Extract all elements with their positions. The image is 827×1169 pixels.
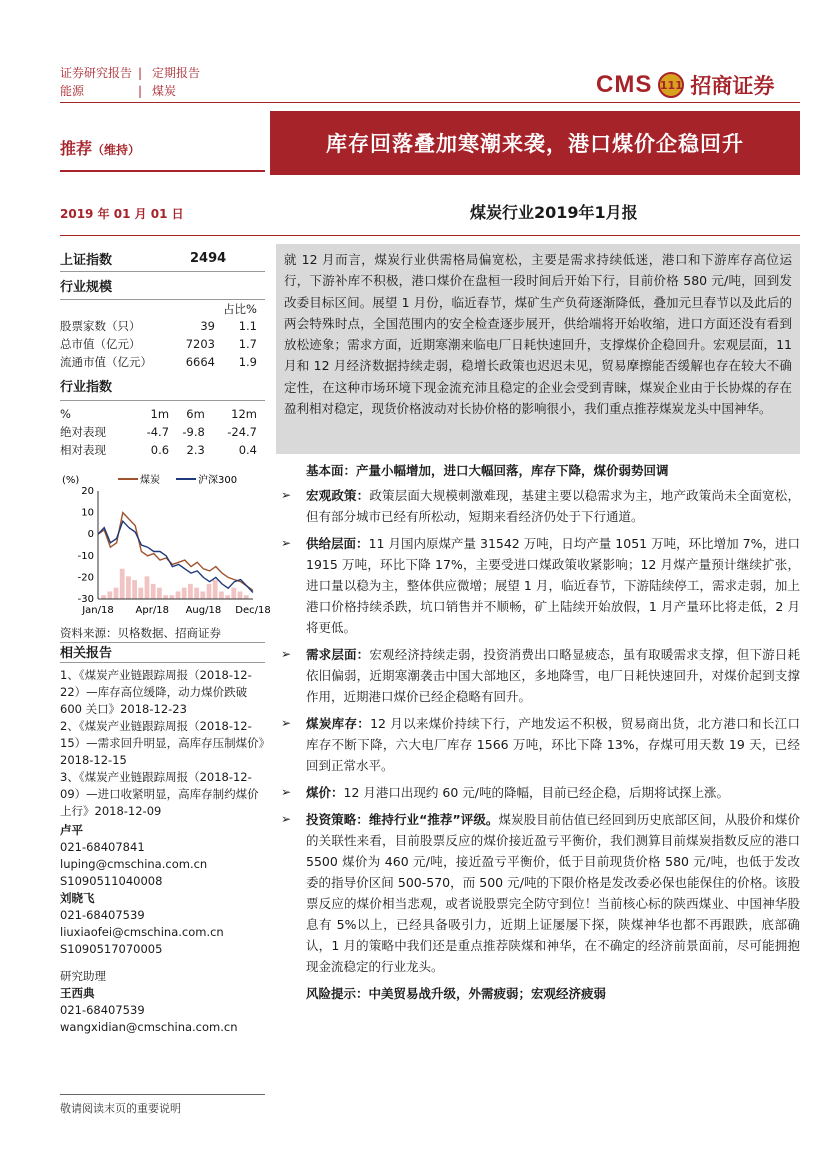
scale-title: 行业规模 — [60, 272, 265, 300]
rating-label: 推荐 — [60, 139, 93, 158]
y-tick-label: -10 — [77, 550, 94, 562]
volume-bar — [213, 580, 218, 599]
report-type: 证券研究报告 — [60, 66, 133, 80]
chart-bars — [101, 569, 248, 599]
rating — [60, 136, 140, 159]
perf-value: 0.6 — [150, 443, 170, 457]
report-subtitle: 煤炭行业2019年1月报 — [470, 203, 638, 222]
sidebar — [60, 246, 271, 1036]
legend-coal: 煤炭 — [140, 475, 160, 486]
volume-bar — [151, 584, 156, 599]
perf-value: -24.7 — [227, 425, 257, 439]
bullet-title: 宏观政策： — [306, 488, 370, 503]
scale-table — [60, 317, 265, 371]
volume-bar — [107, 591, 112, 599]
related-title: 相关报告 — [60, 643, 265, 663]
scale-pct-header: 占比% — [223, 302, 257, 316]
volume-bar — [145, 576, 150, 599]
bullet-text: 政策层面大规模刺激难现，基建主要以稳需求为主，地产政策尚未全面宽松，但有部分城市已经有所松动，短期来看经济仍处于下行通道。 — [306, 488, 800, 524]
related-report: 3、《煤炭产业链跟踪周报（2018-12-09）—进口收紧明显，高库存制约煤价上行》2018-12-09 — [60, 770, 259, 818]
volume-bar — [238, 591, 243, 599]
perf-table — [60, 405, 265, 459]
list-item — [276, 809, 800, 977]
footer-note: 敬请阅读末页的重要说明 — [60, 1102, 181, 1115]
volume-bar — [231, 588, 236, 599]
volume-bar — [163, 595, 168, 599]
scale-pct: 1.1 — [238, 319, 257, 333]
cms-logo — [596, 70, 774, 100]
volume-bar — [157, 588, 162, 599]
logo-coin-icon: 111 — [658, 72, 684, 98]
arrow-bullet-icon: ➢ — [281, 488, 292, 502]
bullet-title: 需求层面： — [306, 647, 370, 662]
analyst-phone: 021-68407539 — [60, 908, 145, 922]
summary-box: 就 12 月而言，煤炭行业供需格局偏宽松，主要是需求持续低迷，港口和下游库存高位运行，下游补库不积极，港口煤价在盘桓一段时间后开始下行，目前价格 580 元/吨，回到发改委目标区间。展望 1 月份，临近春节，煤矿生产负荷逐渐降低，叠加元旦春节以及此后的两会特殊时点，全国范围内的安全检查逐步展开，供给端将开始收缩，进口方面还没有看到放松迹象；需求方面，近期寒潮来临电厂日耗快速回升，支撑煤价企稳回升。宏观层面，11 月和 12 月经济数据持续走弱，稳增长政策也迟迟未见，贸易摩擦能否缓解也存在较大不确定性，在这种市场环境下现金流充沛且稳定的企业会受到青睐，煤炭企业由于长协煤的存在盈利相对稳定，现货价格波动对长协价格的影响很小，我们重点推荐煤炭龙头中国神华。 — [276, 244, 800, 454]
separator: | — [138, 66, 143, 80]
scale-pct: 1.9 — [238, 355, 257, 369]
assistant-email: wangxidian@cmschina.com.cn — [60, 1020, 238, 1034]
scale-value: 39 — [200, 319, 215, 333]
list-item — [276, 713, 800, 776]
y-tick-label: 0 — [87, 529, 94, 541]
volume-bar — [244, 595, 249, 599]
volume-bar — [194, 588, 199, 599]
bullet-text: 11 月国内原煤产量 31542 万吨，日均产量 1051 万吨，环比增加 7%，进口 1915 万吨，环比下降 17%，主要受进口煤政策收紧影响；12 月煤产量预计继续扩张，进口量以稳为主，整体供应微增；展望 1 月，临近春节，下游陆续停工，需求走弱，加上港口价格持续杀跌，坑口销售并不顺畅，矿上陆续开始放假，1 月产量环比将走低，2 月将更低。 — [306, 536, 800, 635]
report-title: 库存回落叠加寒潮来袭，港口煤价企稳回升 — [270, 111, 800, 175]
table-row — [60, 335, 265, 353]
risk-warning: 风险提示：中美贸易战升级，外需疲弱；宏观经济疲弱 — [306, 986, 607, 1001]
table-row — [60, 441, 265, 459]
table-row — [60, 405, 265, 423]
x-tick-label: Apr/18 — [135, 605, 169, 616]
scale-value: 6664 — [185, 355, 215, 369]
x-tick-label: Aug/18 — [185, 605, 222, 616]
analyst-cert: S1090511040008 — [60, 874, 163, 888]
section-heading: 基本面：产量小幅增加，进口大幅回落，库存下降，煤价弱势回调 — [306, 463, 669, 478]
volume-bar — [225, 595, 230, 599]
date-rule — [60, 235, 800, 236]
y-tick-label: -20 — [77, 572, 94, 584]
volume-bar — [120, 569, 125, 599]
perf-header: 1m — [150, 407, 170, 421]
perf-value: -4.7 — [146, 425, 170, 439]
arrow-bullet-icon: ➢ — [281, 716, 292, 730]
analyst-phone: 021-68407841 — [60, 840, 145, 854]
table-row — [60, 317, 265, 335]
chart-source: 资料来源：贝格数据、招商证券 — [60, 621, 265, 643]
volume-bar — [126, 576, 131, 599]
logo-cms-text: CMS — [596, 71, 653, 98]
index-label: 上证指数 — [60, 253, 113, 268]
volume-bar — [200, 591, 205, 599]
arrow-bullet-icon: ➢ — [281, 785, 292, 799]
related-report: 2、《煤炭产业链跟踪周报（2018-12-15）—需求回升明显，高库存压制煤价》2018-12-15 — [60, 719, 265, 767]
analyst-email: liuxiaofei@cmschina.com.cn — [60, 925, 224, 939]
y-tick-label: 10 — [81, 507, 94, 519]
perf-value: 2.3 — [186, 443, 205, 457]
table-row — [60, 353, 265, 371]
analyst-email: luping@cmschina.com.cn — [60, 857, 208, 871]
separator: | — [138, 84, 143, 98]
report-date: 2019 年 01 月 01 日 — [60, 207, 184, 221]
assistant-label: 研究助理 — [60, 969, 106, 983]
perf-label: 相对表现 — [60, 443, 106, 457]
index-row — [60, 246, 265, 272]
bullet-text: 宏观经济持续走弱，投资消费出口略显疲态，虽有取暖需求支撑，但下游日耗依旧偏弱，近期寒潮袭击中国大部地区，多地降雪，电厂日耗快速回升，对煤价起到支撑作用，近期港口煤价已经企稳略有回升。 — [306, 647, 800, 704]
rating-rule — [60, 170, 265, 172]
list-item — [276, 644, 800, 707]
x-tick-label: Dec/18 — [235, 605, 271, 616]
volume-bar — [114, 588, 119, 599]
assistant-phone: 021-68407539 — [60, 1003, 145, 1017]
volume-bar — [207, 584, 212, 599]
scale-label: 流通市值（亿元） — [60, 355, 152, 369]
perf-header: 6m — [186, 407, 205, 421]
index-value: 2494 — [190, 251, 227, 266]
arrow-bullet-icon: ➢ — [281, 647, 292, 661]
table-row — [60, 423, 265, 441]
volume-bar — [188, 584, 193, 599]
list-item — [276, 782, 800, 803]
related-report: 1、《煤炭产业链跟踪周报（2018-12-22）—库存高位缓降，动力煤价跌破 600 关口》2018-12-23 — [60, 668, 252, 716]
chart-ylabel: (%) — [62, 475, 80, 486]
analyst-name: 刘晓飞 — [60, 891, 95, 905]
sub-sector: 煤炭 — [152, 84, 177, 98]
header-rule — [60, 102, 800, 103]
analyst-cert: S1090517070005 — [60, 942, 163, 956]
report-subtype: 定期报告 — [152, 66, 201, 80]
perf-title: 行业指数 — [60, 371, 265, 401]
bullet-text: 12 月港口出现约 60 元/吨的降幅，目前已经企稳，后期将试探上涨。 — [343, 785, 729, 800]
bullet-title: 煤炭库存： — [306, 716, 371, 731]
x-tick-label: Jan/18 — [82, 605, 114, 616]
arrow-bullet-icon: ➢ — [281, 536, 292, 550]
volume-bar — [132, 580, 137, 599]
footer-rule — [60, 1094, 265, 1095]
volume-bar — [176, 591, 181, 599]
y-tick-label: 20 — [81, 486, 94, 497]
list-item — [276, 533, 800, 638]
volume-bar — [169, 595, 174, 599]
perf-header: % — [60, 407, 71, 421]
volume-bar — [101, 595, 106, 599]
scale-label: 总市值（亿元） — [60, 337, 141, 351]
perf-value: -9.8 — [182, 425, 205, 439]
perf-header: 12m — [231, 407, 257, 421]
scale-pct: 1.7 — [238, 337, 257, 351]
bullet-title: 投资策略：维持行业“推荐”评级。 — [306, 812, 499, 827]
logo-name: 招商证券 — [690, 74, 775, 98]
industry-index-chart — [60, 471, 271, 621]
perf-value: 0.4 — [238, 443, 257, 457]
volume-bar — [138, 588, 143, 599]
scale-value: 7203 — [185, 337, 215, 351]
rating-sub: （维持） — [92, 143, 141, 157]
volume-bar — [182, 588, 187, 599]
legend-hs300: 沪深300 — [198, 475, 238, 486]
bullet-text: 煤炭股目前估值已经回到历史底部区间，从股价和煤价的关联性来看，目前股票反应的煤价接近盈亏平衡价，我们测算目前煤炭指数反应的港口 5500 煤价为 460 元/吨，接近盈亏平衡价，低于目前现货价格 580 元/吨，也低于发改委的指导价区间 500-570，而 500 元/吨的下限价格是发改委必保也能保住的价格。该股票反应的煤价相当悲观，或者说股票完全防守到位！当前核心标的陕西煤业、中国神华股息有 5%以上，已经具备吸引力，近期上证屡屡下探，陕煤神华也都不再跟跌，底部确认，1 月的策略中我们还是重点推荐陕煤和神华，在不确定的经济前景面前，尽可能拥抱现金流稳定的行业龙头。 — [306, 812, 800, 974]
arrow-bullet-icon: ➢ — [281, 812, 292, 826]
report-meta — [60, 64, 200, 100]
bullet-title: 供给层面： — [306, 536, 369, 551]
volume-bar — [219, 591, 224, 599]
analyst-name: 卢平 — [60, 823, 83, 837]
analyst-block — [60, 822, 265, 1036]
list-item — [276, 485, 800, 527]
bullet-title: 煤价： — [306, 785, 344, 800]
scale-label: 股票家数（只） — [60, 319, 141, 333]
perf-label: 绝对表现 — [60, 425, 106, 439]
y-tick-label: -30 — [77, 594, 94, 605]
assistant-name: 王西典 — [60, 986, 95, 1000]
bullet-text: 12 月以来煤价持续下行，产地发运不积极，贸易商出货，北方港口和长江口库存不断下降，六大电厂库存 1566 万吨，环比下降 13%，存煤可用天数 19 天，已经回到正常水平。 — [306, 716, 800, 773]
main-body — [276, 460, 800, 1008]
sector: 能源 — [60, 84, 85, 98]
